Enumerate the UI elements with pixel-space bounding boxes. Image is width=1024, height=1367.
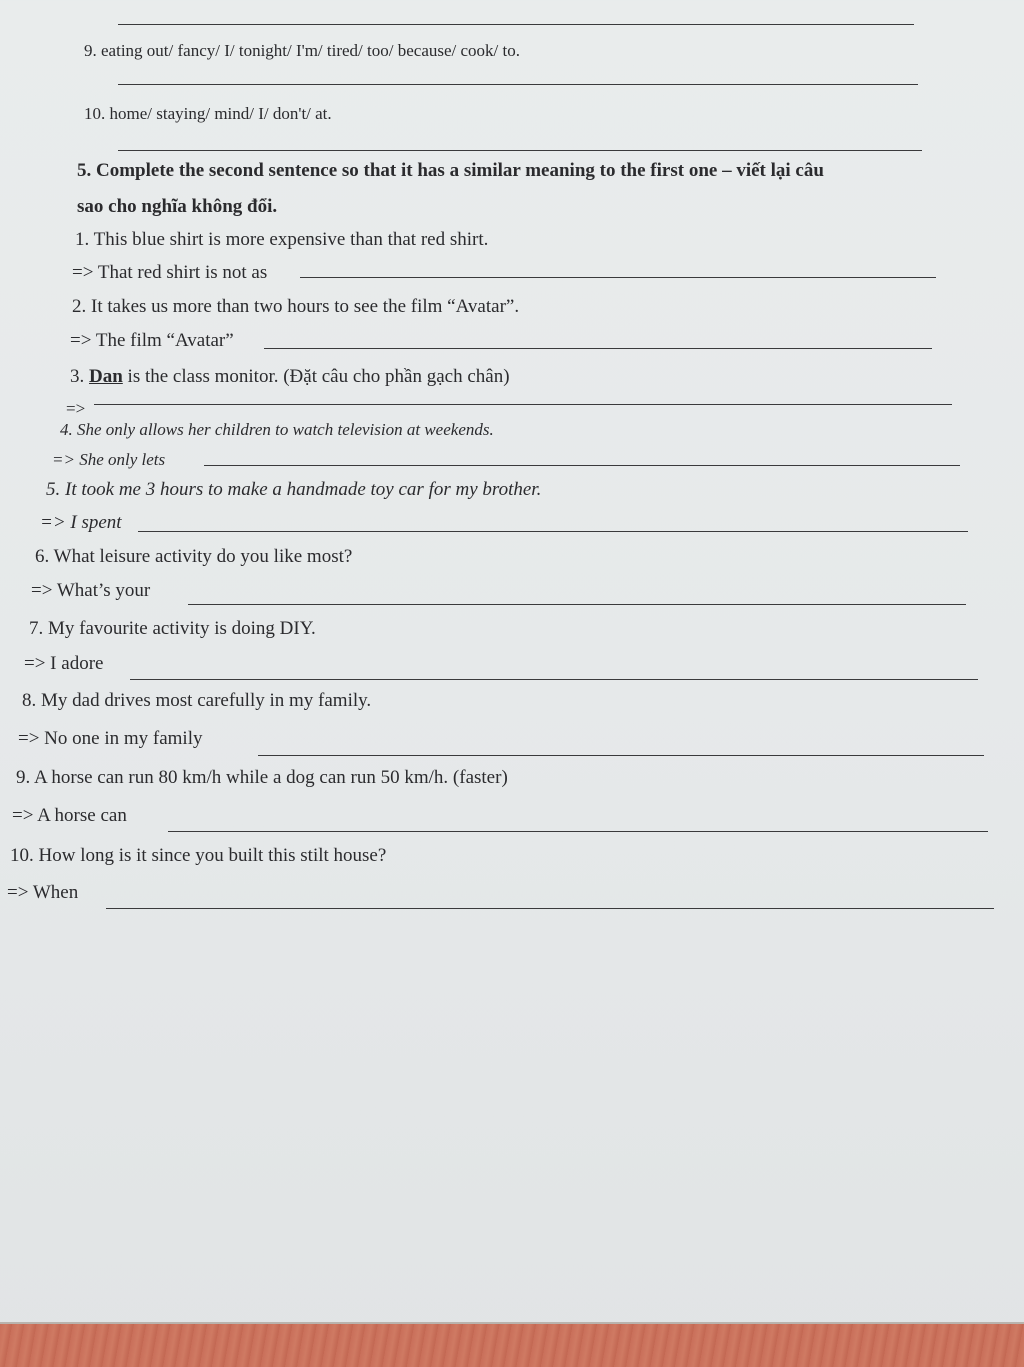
answer-prompt-5: => I spent	[40, 512, 122, 533]
answer-line	[118, 150, 922, 151]
question-10: 10. How long is it since you built this stilt house?	[10, 845, 387, 866]
answer-prompt-1: => That red shirt is not as	[72, 262, 268, 283]
answer-line	[300, 277, 936, 278]
answer-line	[258, 755, 984, 756]
underlined-word: Dan	[89, 366, 123, 387]
exercise-5-heading-continued: sao cho nghĩa không đổi.	[77, 196, 278, 217]
question-3-text: is the class monitor. (Đặt câu cho phần gạch chân)	[127, 366, 510, 387]
answer-prompt-4: => She only lets	[52, 450, 166, 469]
answer-prompt-6: => What’s your	[31, 580, 151, 601]
question-2: 2. It takes us more than two hours to see the film “Avatar”.	[72, 296, 520, 317]
answer-line	[264, 348, 932, 349]
answer-line	[168, 831, 988, 832]
question-3	[70, 366, 510, 388]
answer-prompt-7: => I adore	[24, 653, 104, 674]
question-3-number: 3.	[70, 366, 85, 387]
question-8: 8. My dad drives most carefully in my family.	[22, 690, 372, 711]
answer-line	[204, 465, 960, 466]
answer-line	[106, 908, 994, 909]
answer-prompt-2: => The film “Avatar”	[70, 330, 234, 351]
answer-line	[188, 604, 966, 605]
question-5: 5. It took me 3 hours to make a handmade toy car for my brother.	[46, 479, 542, 500]
answer-line	[118, 24, 914, 25]
answer-line	[138, 531, 968, 532]
answer-prompt-8: => No one in my family	[18, 728, 203, 749]
question-1: 1. This blue shirt is more expensive than that red shirt.	[75, 229, 489, 250]
answer-line	[118, 84, 918, 85]
question-4: 4. She only allows her children to watch television at weekends.	[60, 420, 494, 439]
answer-line	[130, 679, 978, 680]
exercise-5-heading: 5. Complete the second sentence so that it has a similar meaning to the first one – viết lại câu	[77, 160, 824, 181]
question-7: 7. My favourite activity is doing DIY.	[29, 618, 316, 639]
table-surface	[0, 1322, 1024, 1367]
question-6: 6. What leisure activity do you like most?	[35, 546, 353, 567]
answer-prompt-9: => A horse can	[12, 805, 127, 826]
exercise-4-question-9: 9. eating out/ fancy/ I/ tonight/ I'm/ tired/ too/ because/ cook/ to.	[84, 41, 520, 60]
answer-line	[94, 404, 952, 405]
answer-prompt-10: => When	[7, 882, 79, 903]
exercise-4-question-10: 10. home/ staying/ mind/ I/ don't/ at.	[84, 104, 332, 123]
answer-prompt-3: =>	[66, 399, 86, 418]
question-9: 9. A horse can run 80 km/h while a dog can run 50 km/h. (faster)	[16, 767, 508, 788]
